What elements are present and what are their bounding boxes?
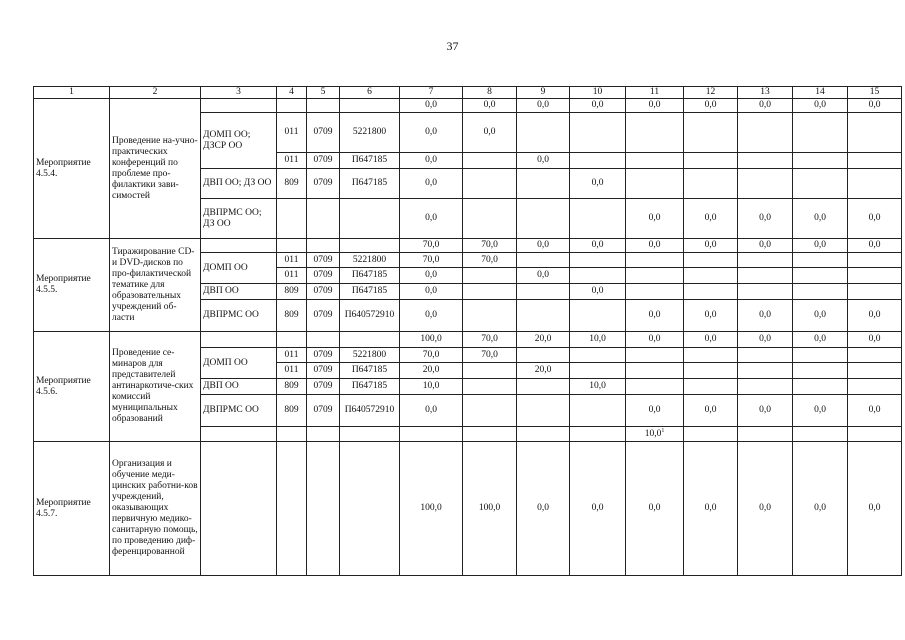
code-cell: 011	[277, 268, 307, 284]
total-cell: 0,0	[626, 442, 684, 576]
total-cell: 70,0	[463, 239, 517, 253]
column-header: 7	[400, 87, 463, 99]
value-cell: 0,0	[848, 395, 902, 427]
total-cell: 20,0	[517, 332, 570, 348]
administrator-cell: ДВП ОО	[201, 284, 277, 300]
total-cell: 0,0	[684, 239, 738, 253]
code-cell: 809	[277, 300, 307, 332]
code-cell: П647185	[340, 379, 400, 395]
value-cell: 20,0	[517, 363, 570, 379]
total-cell: 0,0	[848, 99, 902, 113]
measure-number: Мероприятие 4.5.4.	[34, 99, 110, 239]
total-cell: 0,0	[848, 239, 902, 253]
value-cell	[626, 427, 684, 442]
total-cell: 0,0	[738, 239, 793, 253]
footnote-marker: 1	[661, 427, 665, 434]
page-number: 37	[446, 39, 459, 53]
code-cell: 0709	[307, 379, 340, 395]
administrator-cell: ДОМП ОО; ДЗСР ОО	[201, 113, 277, 169]
table-row	[34, 332, 902, 348]
administrator-cell: ДВПРМС ОО; ДЗ ОО	[201, 199, 277, 239]
total-cell: 0,0	[684, 442, 738, 576]
code-cell: П647185	[340, 268, 400, 284]
total-cell: 0,0	[626, 332, 684, 348]
total-cell: 0,0	[517, 442, 570, 576]
administrator-cell: ДОМП ОО	[201, 253, 277, 284]
code-cell: 5221800	[340, 348, 400, 363]
code-cell: 011	[277, 113, 307, 153]
budget-table	[33, 86, 902, 576]
value-cell: 20,0	[400, 363, 463, 379]
total-cell: 70,0	[463, 332, 517, 348]
total-cell: 10,0	[570, 332, 626, 348]
total-cell: 0,0	[738, 332, 793, 348]
column-header: 2	[110, 87, 201, 99]
column-header: 11	[626, 87, 684, 99]
code-cell: 0709	[307, 169, 340, 199]
measure-description: Тиражирование CD- и DVD-дисков по про-филактической тематике для образовательных учреждений об-ласти	[110, 239, 201, 332]
code-cell: 0709	[307, 253, 340, 268]
measure-number: Мероприятие 4.5.7.	[34, 442, 110, 576]
code-cell: 0709	[307, 153, 340, 169]
value-cell: 0,0	[400, 113, 463, 153]
value-cell: 0,0	[684, 300, 738, 332]
total-cell: 0,0	[570, 239, 626, 253]
value-cell: 0,0	[738, 300, 793, 332]
code-cell: 5221800	[340, 253, 400, 268]
total-cell: 70,0	[400, 239, 463, 253]
total-cell: 0,0	[626, 239, 684, 253]
column-header: 3	[201, 87, 277, 99]
value-cell: 0,0	[400, 284, 463, 300]
code-cell: 011	[277, 363, 307, 379]
administrator-cell: ДВП ОО; ДЗ ОО	[201, 169, 277, 199]
value-cell: 0,0	[400, 153, 463, 169]
value-cell: 0,0	[626, 395, 684, 427]
code-cell: 011	[277, 348, 307, 363]
value-cell: 0,0	[570, 169, 626, 199]
column-header: 12	[684, 87, 738, 99]
value-cell: 10,0	[400, 379, 463, 395]
value-cell: 0,0	[738, 395, 793, 427]
value-cell: 0,0	[400, 169, 463, 199]
value-cell: 0,0	[517, 153, 570, 169]
total-cell: 0,0	[517, 239, 570, 253]
code-cell: П647185	[340, 363, 400, 379]
column-header: 9	[517, 87, 570, 99]
measure-number: Мероприятие 4.5.5.	[34, 239, 110, 332]
code-cell: 0709	[307, 113, 340, 153]
column-header: 15	[848, 87, 902, 99]
value-cell: 0,0	[793, 300, 848, 332]
total-cell: 0,0	[793, 239, 848, 253]
administrator-cell: ДВПРМС ОО	[201, 395, 277, 427]
code-cell: 011	[277, 153, 307, 169]
value-cell: 0,0	[400, 395, 463, 427]
administrator-cell: ДОМП ОО	[201, 348, 277, 379]
value-cell: 0,0	[684, 199, 738, 239]
value-cell: 70,0	[400, 348, 463, 363]
column-header: 14	[793, 87, 848, 99]
code-cell: 809	[277, 379, 307, 395]
value-cell: 0,0	[400, 268, 463, 284]
total-cell: 0,0	[517, 99, 570, 113]
code-cell: П647185	[340, 153, 400, 169]
code-cell: 5221800	[340, 113, 400, 153]
value-cell: 0,0	[517, 268, 570, 284]
value-cell: 70,0	[463, 253, 517, 268]
column-header: 6	[340, 87, 400, 99]
measure-number: Мероприятие 4.5.6.	[34, 332, 110, 442]
column-header: 4	[277, 87, 307, 99]
total-cell: 100,0	[400, 332, 463, 348]
total-cell: 100,0	[463, 442, 517, 576]
value-cell: 0,0	[626, 300, 684, 332]
column-header: 13	[738, 87, 793, 99]
code-cell: 0709	[307, 268, 340, 284]
column-number-row	[34, 87, 902, 99]
column-header: 1	[34, 87, 110, 99]
value-cell: 10,0	[570, 379, 626, 395]
value-cell: 0,0	[626, 199, 684, 239]
total-cell: 0,0	[793, 442, 848, 576]
total-cell: 0,0	[738, 99, 793, 113]
total-cell: 100,0	[400, 442, 463, 576]
footnote-value: 10,0	[644, 428, 662, 439]
code-cell: 011	[277, 253, 307, 268]
column-header: 10	[570, 87, 626, 99]
code-cell: П647185	[340, 284, 400, 300]
code-cell: 0709	[307, 300, 340, 332]
value-cell: 0,0	[400, 300, 463, 332]
total-cell: 0,0	[848, 442, 902, 576]
measure-description: Проведение се-минаров для представителей антинаркотиче-ских комиссий муниципальных образований	[110, 332, 201, 442]
total-cell: 0,0	[463, 99, 517, 113]
table-row	[34, 99, 902, 113]
total-cell: 0,0	[570, 442, 626, 576]
total-cell: 0,0	[793, 332, 848, 348]
table-row	[34, 442, 902, 576]
value-cell: 0,0	[848, 300, 902, 332]
value-cell: 0,0	[793, 395, 848, 427]
column-header: 8	[463, 87, 517, 99]
code-cell: 0709	[307, 284, 340, 300]
table-row	[34, 239, 902, 253]
total-cell: 0,0	[793, 99, 848, 113]
code-cell: 809	[277, 395, 307, 427]
administrator-cell: ДВПРМС ОО	[201, 300, 277, 332]
code-cell: 809	[277, 284, 307, 300]
total-cell: 0,0	[570, 99, 626, 113]
total-cell: 0,0	[400, 99, 463, 113]
value-cell: 0,0	[848, 199, 902, 239]
administrator-cell: ДВП ОО	[201, 379, 277, 395]
value-cell: 70,0	[400, 253, 463, 268]
value-cell: 70,0	[463, 348, 517, 363]
column-header: 5	[307, 87, 340, 99]
measure-description: Проведение на-учно-практических конференций по проблеме про-филактики зави-симостей	[110, 99, 201, 239]
total-cell: 0,0	[848, 332, 902, 348]
code-cell: 0709	[307, 395, 340, 427]
code-cell: П640572910	[340, 300, 400, 332]
code-cell: П647185	[340, 169, 400, 199]
code-cell: 809	[277, 169, 307, 199]
total-cell: 0,0	[738, 442, 793, 576]
code-cell: П640572910	[340, 395, 400, 427]
value-cell: 0,0	[738, 199, 793, 239]
code-cell: 0709	[307, 363, 340, 379]
value-cell: 0,0	[793, 199, 848, 239]
code-cell: 0709	[307, 348, 340, 363]
value-cell: 0,0	[570, 284, 626, 300]
value-cell: 0,0	[684, 395, 738, 427]
total-cell: 0,0	[684, 99, 738, 113]
value-cell: 0,0	[400, 199, 463, 239]
measure-description: Организация и обучение меди-цинских работни-ков учреждений, оказывающих первичную медико-санитарную помощь, по проведению диф-ференцированной	[110, 442, 201, 576]
value-cell: 0,0	[463, 113, 517, 153]
total-cell: 0,0	[684, 332, 738, 348]
total-cell: 0,0	[626, 99, 684, 113]
